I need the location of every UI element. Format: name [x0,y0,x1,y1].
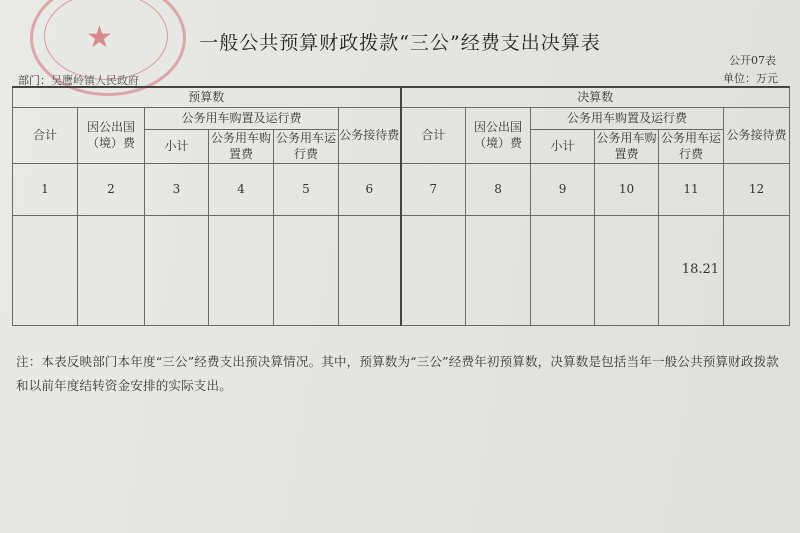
value-cell [78,215,145,325]
value-cell [13,215,78,325]
header-final-vehicle-group: 公务用车购置及运行费 [531,107,724,129]
header-final-total: 合计 [401,107,466,163]
department-name: 吴鹰岭镇人民政府 [51,74,139,87]
table-row-values [13,215,790,325]
column-number: 5 [274,163,339,215]
value-cell [595,215,659,325]
column-number: 2 [78,163,145,215]
header-budget-subtotal: 小计 [145,129,209,163]
header-budget-reception: 公务接待费 [339,107,401,163]
value-cell [531,215,595,325]
value-cell [209,215,274,325]
header-final-reception: 公务接待费 [724,107,790,163]
value-cell [724,215,790,325]
value-cell [466,215,531,325]
table-note: 注：本表反映部门本年度“三公”经费支出预决算情况。其中，预算数为“三公”经费年初预算数，决算数是包括当年一般公共预算财政拨款和以前年度结转资金安排的实际支出。 [16,354,779,393]
three-public-expense-table [12,86,790,326]
header-budget-total: 合计 [13,107,78,163]
value-cell [274,215,339,325]
seal-star-icon: ★ [86,20,113,55]
column-number: 12 [724,163,790,215]
department-label: 部门： [18,74,51,87]
table-row-column-numbers [13,163,790,215]
column-number: 6 [339,163,401,215]
column-number: 11 [659,163,724,215]
column-number: 9 [531,163,595,215]
column-number: 7 [401,163,466,215]
unit-label: 单位：万元 [723,72,778,85]
column-number: 8 [466,163,531,215]
header-budget-vehicle-run: 公务用车运行费 [274,129,339,163]
header-final-abroad: 因公出国（境）费 [466,107,531,163]
header-budget-group: 预算数 [13,87,401,107]
header-final-vehicle-purchase: 公务用车购置费 [596,130,657,161]
value-cell [401,215,466,325]
column-number: 10 [595,163,659,215]
column-number: 3 [145,163,209,215]
header-final-vehicle-run: 公务用车运行费 [659,129,724,163]
header-budget-abroad: 因公出国（境）费 [78,107,145,163]
header-final-subtotal: 小计 [531,129,595,163]
value-cell-vehicle-run-final: 18.21 [659,215,724,325]
header-budget-vehicle-group: 公务用车购置及运行费 [145,107,339,129]
value-cell [145,215,209,325]
header-budget-vehicle-purchase: 公务用车购置费 [209,129,274,163]
document-title: 一般公共预算财政拨款“三公”经费支出决算表 [199,32,601,54]
column-number: 1 [13,163,78,215]
value-cell [339,215,401,325]
column-number: 4 [209,163,274,215]
header-final-group: 决算数 [401,87,790,107]
form-number: 公开07表 [729,54,776,67]
